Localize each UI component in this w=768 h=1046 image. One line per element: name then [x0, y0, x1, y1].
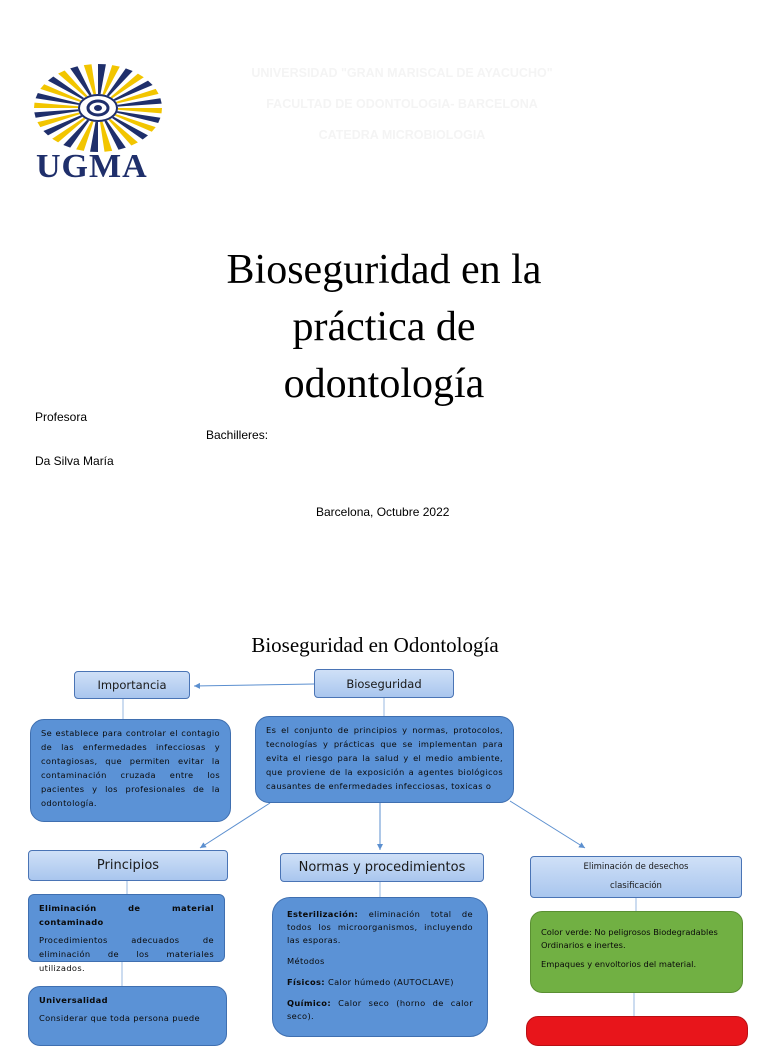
title-line-2: práctica de — [292, 304, 476, 350]
principio-universalidad-text: Considerar que toda persona puede — [39, 1013, 200, 1023]
faculty-name: FACULTAD DE ODONTOLOGIA- BARCELONA — [266, 97, 538, 111]
fisicos-text: Calor húmedo (AUTOCLAVE) — [327, 977, 454, 987]
professor-label: Profesora — [35, 410, 88, 424]
color-rojo-box — [526, 1016, 748, 1046]
desechos-header — [530, 856, 742, 898]
bioseguridad-header: Bioseguridad — [314, 669, 454, 698]
principio-eliminacion-title: Eliminación de material contaminado — [39, 903, 214, 927]
principio-eliminacion-box — [28, 894, 225, 973]
connector-to-desechos — [510, 801, 585, 848]
normas-header: Normas y procedimientos — [280, 853, 484, 882]
quimico-title: Químico: — [287, 998, 332, 1008]
principio-eliminacion-text: Procedimientos adecuados de eliminación de los materiales utilizados. — [39, 935, 214, 973]
importancia-header: Importancia — [74, 671, 190, 699]
students-label: Bachilleres: — [206, 428, 269, 442]
esterilizacion-text: eliminación total de todos los microorganismos, incluyendo las esporas. — [287, 909, 473, 945]
university-name: UNIVERSIDAD "GRAN MARISCAL DE AYACUCHO" — [251, 66, 553, 80]
principio-universalidad-box — [28, 986, 227, 1046]
professor-name: Da Silva María — [35, 454, 114, 468]
title-line-1: Bioseguridad en la — [226, 247, 542, 293]
place-date: Barcelona, Octubre 2022 — [316, 505, 450, 519]
quimico-text: Calor seco (horno de calor seco). — [287, 998, 473, 1021]
chair-name: CATEDRA MICROBIOLOGIA — [318, 128, 486, 142]
importancia-description: Se establece para controlar el contagio de las enfermedades infecciosas y contagiosas, que permiten evitar la contaminación cruzada entre los pacientes y los profesionales de la odontología. — [30, 719, 231, 822]
color-verde-box — [530, 911, 743, 993]
fisicos-title: Físicos: — [287, 977, 325, 987]
desechos-header-line2: clasificación — [610, 881, 662, 891]
normas-description — [272, 897, 488, 1037]
desechos-header-line1: Eliminación de desechos — [583, 862, 689, 872]
color-verde-text-2: Empaques y envoltorios del material. — [541, 959, 697, 969]
title-line-3: odontología — [283, 361, 485, 407]
metodos-label: Métodos — [287, 956, 325, 966]
connector-bio-importancia — [194, 684, 314, 686]
bioseguridad-description: Es el conjunto de principios y normas, protocolos, tecnologías y prácticas que se implementan para evita el riesgo para la salud y el medio ambiente, que proviene de la exposición a agentes biológicos causantes de enfermedades infecciosas, toxicas o — [255, 716, 514, 803]
principios-header: Principios — [28, 850, 228, 881]
principio-universalidad-title: Universalidad — [39, 995, 108, 1005]
concept-map-title: Bioseguridad en Odontología — [251, 633, 499, 657]
color-verde-text: Color verde: No peligrosos Biodegradables Ordinarios e inertes. — [541, 927, 718, 950]
logo-text: UGMA — [36, 148, 148, 185]
esterilizacion-title: Esterilización: — [287, 909, 359, 919]
